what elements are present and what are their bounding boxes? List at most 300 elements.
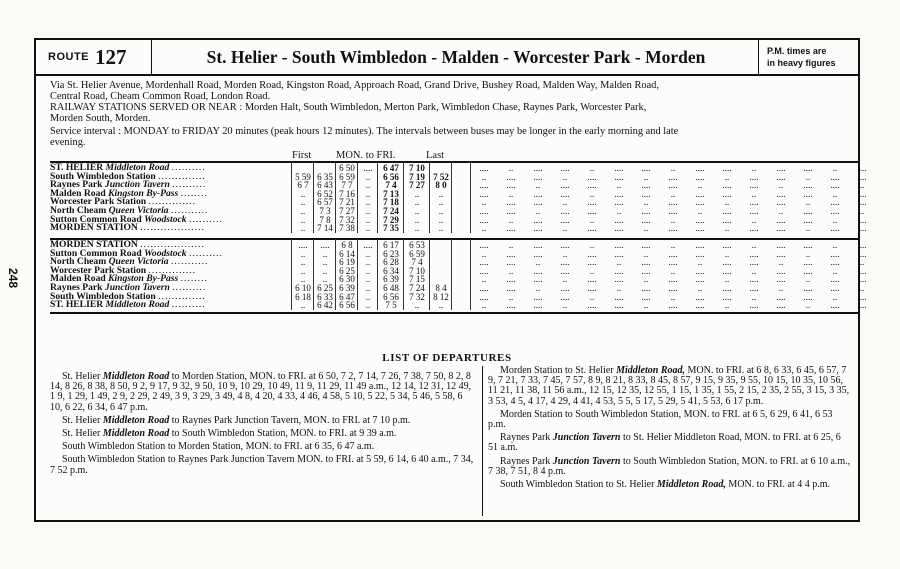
time-cell: 7 18	[383, 197, 399, 208]
route-number: 127	[95, 44, 127, 69]
time-cell: ....	[363, 163, 373, 173]
service-line	[50, 126, 850, 137]
filler-cell: ....	[749, 274, 759, 285]
time-cell: 6 23	[383, 248, 399, 259]
stop-name-main: Malden Road	[50, 273, 109, 285]
column-rule	[313, 239, 314, 310]
filler-cell: ....	[830, 274, 840, 285]
time-cell: ..	[365, 257, 371, 268]
filler-cell: ....	[560, 240, 570, 250]
filler-cell: ....	[560, 206, 570, 216]
time-cell: 6 56	[383, 171, 399, 182]
departure-origin: Raynes Park	[500, 432, 553, 444]
filler-cell: ....	[533, 171, 543, 182]
filler-cell: ....	[533, 188, 543, 199]
filler-cell: ..	[697, 257, 703, 268]
leader-dots: ..........	[171, 162, 206, 173]
stop-name-main: Raynes Park	[50, 282, 105, 293]
time-cell: 6 48	[383, 283, 399, 293]
time-cell: 7 3	[319, 206, 331, 216]
filler-cell: ....	[587, 300, 597, 311]
filler-cell: ..	[670, 163, 676, 173]
time-cell: ..	[300, 223, 306, 234]
filler-cell: ..	[832, 214, 838, 225]
time-cell: 7 15	[409, 274, 425, 285]
column-rule	[313, 162, 314, 233]
filler-cell: ....	[506, 257, 516, 268]
filler-cell: ..	[589, 291, 595, 302]
filler-cell: ....	[587, 274, 597, 285]
time-cell: 6 10	[295, 283, 311, 293]
departure-entry	[488, 366, 852, 407]
filler-cell: ....	[641, 257, 651, 268]
filler-cell: ....	[695, 274, 705, 285]
time-cell: 6 56	[339, 300, 355, 311]
service-label: Service interval :	[50, 126, 121, 137]
time-cell: 7 10	[409, 265, 425, 276]
time-cell: ..	[414, 188, 420, 199]
stop-name-detail: Junction Tavern	[104, 282, 173, 293]
time-cell: ..	[365, 214, 371, 225]
filler-cell: ..	[508, 291, 514, 302]
time-cell: 7 24	[383, 206, 399, 216]
stop-name-main: South Wimbledon Station	[50, 290, 159, 302]
time-cell: ..	[438, 223, 444, 234]
time-cell: ..	[365, 283, 371, 293]
stop-name-detail: Junction Tavern	[104, 179, 173, 191]
time-cell: ..	[414, 223, 420, 234]
filler-cell: ....	[722, 257, 732, 268]
stop-name-main: Sutton Common Road	[50, 213, 145, 225]
filler-cell: ....	[857, 163, 867, 173]
time-cell: 7 5	[385, 300, 397, 311]
filler-cell: ..	[805, 197, 811, 208]
column-rule	[470, 239, 471, 310]
filler-cell: ....	[668, 197, 678, 208]
filler-cell: ....	[641, 265, 651, 276]
stop-name-main: ST. HELIER	[50, 299, 106, 311]
time-cell: 7 4	[411, 257, 423, 268]
filler-cell: ....	[830, 180, 840, 191]
time-cell: ..	[365, 265, 371, 276]
filler-cell: ..	[562, 223, 568, 234]
filler-cell: ....	[668, 171, 678, 182]
service-text-2: evening.	[50, 137, 86, 148]
leader-dots: ..........	[188, 247, 223, 259]
column-rule	[403, 239, 404, 310]
departures-divider	[482, 366, 483, 516]
filler-cell: ....	[857, 274, 867, 285]
time-cell: ..	[414, 214, 420, 225]
filler-cell: ....	[614, 171, 624, 182]
time-cell: ..	[365, 188, 371, 199]
time-cell: ..	[438, 300, 444, 311]
filler-cell: ....	[479, 163, 489, 173]
time-cell: ..	[365, 197, 371, 208]
filler-cell: ..	[616, 283, 622, 293]
stop-name-detail: Kingston By-Pass	[108, 187, 181, 199]
time-cell: 6 39	[383, 274, 399, 285]
filler-cell: ..	[616, 257, 622, 268]
column-rule	[377, 162, 378, 233]
column-rule	[357, 162, 358, 233]
stop-name-detail: Woodstock	[144, 213, 189, 225]
time-cell: 6 34	[383, 265, 399, 276]
filler-cell: ....	[830, 206, 840, 216]
time-cell: 6 18	[295, 291, 311, 302]
time-cell: ..	[365, 180, 371, 191]
filler-cell: ....	[776, 214, 786, 225]
filler-cell: ..	[535, 180, 541, 191]
filler-cell: ....	[668, 223, 678, 234]
departure-entry	[50, 429, 474, 439]
departure-origin-detail: Middleton Road	[102, 414, 172, 426]
time-cell: 6 53	[409, 240, 425, 250]
departure-origin: Raynes Park	[500, 455, 553, 467]
column-rule	[357, 239, 358, 310]
filler-cell: ..	[562, 274, 568, 285]
time-cell: 6 39	[339, 283, 355, 293]
filler-cell: ....	[668, 180, 678, 191]
filler-cell: ....	[614, 291, 624, 302]
stop-name-main: South Wimbledon Station	[50, 170, 159, 182]
time-cell: 6 33	[317, 291, 333, 302]
time-cell: 7 38	[339, 223, 355, 234]
departures-left	[50, 372, 474, 479]
time-cell: ....	[363, 240, 373, 250]
stop-name-main: ST. HELIER	[50, 162, 106, 173]
filler-cell: ....	[695, 265, 705, 276]
filler-cell: ....	[533, 248, 543, 259]
filler-cell: ....	[587, 171, 597, 182]
filler-cell: ....	[749, 206, 759, 216]
filler-cell: ..	[751, 214, 757, 225]
filler-cell: ....	[560, 188, 570, 199]
time-cell: 7 35	[383, 223, 399, 234]
time-cell: ..	[365, 206, 371, 216]
time-cell: 7 52	[433, 171, 449, 182]
col-last: Last	[426, 150, 445, 161]
time-cell: 7 4	[385, 180, 397, 191]
filler-cell: ....	[614, 265, 624, 276]
time-cell: 7 8	[319, 214, 331, 225]
filler-cell: ....	[857, 265, 867, 276]
filler-cell: ....	[857, 291, 867, 302]
filler-cell: ....	[830, 171, 840, 182]
stop-name-main: Sutton Common Road	[50, 247, 145, 259]
filler-cell: ....	[722, 265, 732, 276]
departure-origin-detail: Junction Tavern	[552, 432, 623, 444]
column-rule	[335, 162, 336, 233]
filler-cell: ....	[533, 291, 543, 302]
stop-name-main: Worcester Park Station	[50, 264, 149, 276]
filler-cell: ....	[668, 274, 678, 285]
filler-cell: ....	[641, 214, 651, 225]
time-cell: ....	[298, 240, 308, 250]
time-cell: 7 29	[383, 214, 399, 225]
filler-cell: ..	[859, 257, 865, 268]
filler-cell: ....	[506, 197, 516, 208]
time-cell: ..	[414, 300, 420, 311]
time-cell: 7 19	[409, 171, 425, 182]
filler-cell: ....	[587, 283, 597, 293]
departure-times: to Morden Station, MON. to FRI. at 6 35, 6 47 a.m.	[167, 441, 375, 453]
stop-name-detail: Woodstock	[144, 247, 189, 259]
filler-cell: ..	[751, 291, 757, 302]
filler-cell: ....	[749, 223, 759, 234]
filler-cell: ....	[560, 283, 570, 293]
leader-dots: ..........	[171, 299, 206, 311]
filler-cell: ....	[614, 300, 624, 311]
filler-cell: ....	[533, 223, 543, 234]
filler-cell: ....	[803, 265, 813, 276]
departure-entry	[50, 372, 474, 413]
departures-title: LIST OF DEPARTURES	[382, 352, 512, 364]
filler-cell: ....	[533, 300, 543, 311]
filler-cell: ....	[614, 188, 624, 199]
route-box	[40, 40, 152, 74]
filler-cell: ....	[803, 206, 813, 216]
filler-cell: ....	[695, 240, 705, 250]
route-label: ROUTE	[48, 51, 89, 63]
filler-cell: ....	[803, 283, 813, 293]
filler-cell: ..	[832, 240, 838, 250]
filler-cell: ....	[668, 300, 678, 311]
filler-cell: ....	[560, 180, 570, 191]
time-cell: 6 25	[339, 265, 355, 276]
filler-cell: ....	[479, 188, 489, 199]
filler-cell: ....	[803, 240, 813, 250]
filler-cell: ....	[776, 223, 786, 234]
time-cell: 8 0	[435, 180, 447, 191]
filler-cell: ..	[805, 171, 811, 182]
time-cell: 6 47	[339, 291, 355, 302]
filler-cell: ..	[643, 223, 649, 234]
time-cell: ..	[300, 206, 306, 216]
time-cell: ..	[300, 257, 306, 268]
filler-cell: ....	[641, 206, 651, 216]
time-cell: 8 4	[435, 283, 447, 293]
departure-times: to South Wimbledon Station, MON. to FRI. at 9 39 a.m.	[171, 428, 397, 440]
departure-origin: South Wimbledon Station to St. Helier	[500, 479, 657, 491]
time-cell: ..	[438, 206, 444, 216]
filler-cell: ....	[641, 291, 651, 302]
filler-cell: ....	[479, 240, 489, 250]
leader-dots: ..............	[148, 196, 197, 208]
departure-origin: Morden Station to St. Helier	[500, 365, 617, 376]
filler-cell: ....	[506, 171, 516, 182]
filler-cell: ....	[506, 206, 516, 216]
stations-list-2: Morden South, Morden.	[50, 113, 151, 124]
stop-name-main: Worcester Park Station	[50, 196, 149, 208]
filler-cell: ....	[641, 283, 651, 293]
filler-cell: ....	[857, 223, 867, 234]
filler-cell: ..	[697, 283, 703, 293]
filler-cell: ....	[668, 283, 678, 293]
time-cell: 7 27	[339, 206, 355, 216]
filler-cell: ....	[776, 163, 786, 173]
filler-cell: ....	[803, 163, 813, 173]
filler-cell: ....	[641, 188, 651, 199]
filler-cell: ....	[722, 206, 732, 216]
table-row	[50, 299, 867, 311]
filler-cell: ....	[560, 214, 570, 225]
departure-origin-detail: Middleton Road,	[616, 365, 688, 376]
filler-cell: ....	[749, 180, 759, 191]
filler-cell: ..	[670, 240, 676, 250]
column-rule	[291, 162, 292, 233]
filler-cell: ..	[643, 300, 649, 311]
filler-cell: ....	[533, 214, 543, 225]
time-cell: 6 28	[383, 257, 399, 268]
filler-cell: ....	[803, 291, 813, 302]
leader-dots: ...................	[140, 222, 205, 234]
stop-name-detail: Kingston By-Pass	[108, 273, 181, 285]
filler-cell: ....	[506, 180, 516, 191]
filler-cell: ....	[857, 188, 867, 199]
filler-cell: ....	[533, 163, 543, 173]
time-cell: 7 32	[409, 291, 425, 302]
departures-right	[488, 366, 852, 493]
filler-cell: ....	[479, 180, 489, 191]
time-cell: 7 10	[409, 163, 425, 173]
filler-cell: ....	[830, 223, 840, 234]
filler-cell: ....	[668, 248, 678, 259]
filler-cell: ..	[643, 197, 649, 208]
stop-name	[50, 299, 286, 310]
filler-cell: ....	[857, 171, 867, 182]
filler-cell: ..	[481, 300, 487, 311]
route-title: St. Helier - South Wimbledon - Malden - Worcester Park - Morden	[206, 47, 706, 67]
stop-name-detail: Queen Victoria	[108, 205, 171, 216]
time-cell: ..	[365, 291, 371, 302]
filler-cell: ....	[695, 291, 705, 302]
pm-note	[758, 40, 858, 74]
stop-name-main: MORDEN STATION	[50, 239, 141, 250]
time-cell: ..	[300, 300, 306, 311]
filler-cell: ..	[562, 300, 568, 311]
filler-cell: ..	[697, 206, 703, 216]
via-text: Via St. Helier Avenue, Mordenhall Road, Morden Road, Kingston Road, Approach Road, Grand Drive, Bushey Road, Malden Way, Malden Road,	[50, 80, 659, 91]
filler-cell: ....	[722, 291, 732, 302]
stop-name-detail: Middleton Road	[105, 299, 172, 311]
filler-cell: ....	[803, 180, 813, 191]
filler-cell: ....	[830, 197, 840, 208]
filler-cell: ..	[670, 214, 676, 225]
filler-cell: ....	[776, 188, 786, 199]
column-rule	[429, 239, 430, 310]
departure-origin: St. Helier	[62, 414, 103, 426]
filler-cell: ....	[614, 240, 624, 250]
filler-cell: ..	[859, 180, 865, 191]
time-cell: 6 52	[317, 188, 333, 199]
filler-cell: ..	[481, 274, 487, 285]
filler-cell: ..	[724, 274, 730, 285]
filler-cell: ..	[589, 240, 595, 250]
filler-cell: ....	[506, 300, 516, 311]
filler-cell: ....	[695, 163, 705, 173]
filler-cell: ..	[724, 248, 730, 259]
filler-cell: ....	[776, 197, 786, 208]
time-cell: 6 19	[339, 257, 355, 268]
leader-dots: ..........	[188, 213, 223, 225]
filler-cell: ....	[776, 300, 786, 311]
departure-times: to St. Helier Middleton Road, MON. to FRI. at 6 25, 6 51 a.m.	[488, 432, 841, 454]
time-cell: ..	[322, 257, 328, 268]
departure-origin: South Wimbledon Station	[62, 454, 168, 466]
stop-name	[50, 222, 286, 233]
filler-cell: ....	[857, 214, 867, 225]
time-cell: 8 12	[433, 291, 449, 302]
filler-cell: ....	[587, 180, 597, 191]
filler-cell: ....	[722, 188, 732, 199]
stop-name-main: Raynes Park	[50, 179, 105, 191]
filler-cell: ....	[776, 291, 786, 302]
time-cell: 6 14	[339, 248, 355, 259]
departure-origin-detail: Middleton Road	[102, 428, 172, 440]
time-cell: ..	[300, 265, 306, 276]
filler-cell: ....	[803, 188, 813, 199]
time-cell: 6 59	[409, 248, 425, 259]
col-first: First	[292, 150, 312, 161]
stop-name-detail: Middleton Road	[105, 162, 172, 173]
time-cell: 6 50	[339, 163, 355, 173]
filler-cell: ..	[805, 248, 811, 259]
filler-cell: ....	[479, 257, 489, 268]
time-cell: ..	[365, 223, 371, 234]
filler-cell: ....	[749, 300, 759, 311]
filler-cell: ..	[751, 265, 757, 276]
time-cell: ....	[320, 240, 330, 250]
filler-cell: ....	[722, 180, 732, 191]
time-cell: ..	[438, 214, 444, 225]
filler-cell: ....	[830, 300, 840, 311]
filler-cell: ....	[749, 257, 759, 268]
filler-cell: ....	[830, 257, 840, 268]
filler-cell: ....	[587, 257, 597, 268]
departure-origin-detail: Middleton Road	[102, 371, 172, 382]
filler-cell: ..	[508, 265, 514, 276]
filler-cell: ....	[533, 240, 543, 250]
filler-cell: ....	[668, 206, 678, 216]
time-cell: ..	[300, 214, 306, 225]
filler-cell: ..	[643, 248, 649, 259]
departure-entry	[488, 457, 852, 477]
col-days: MON. to FRI.	[336, 150, 396, 161]
filler-cell: ....	[776, 248, 786, 259]
time-cell: 6 57	[317, 197, 333, 208]
leader-dots: ..............	[158, 290, 206, 302]
filler-cell: ..	[562, 248, 568, 259]
column-rule	[470, 162, 471, 233]
filler-cell: ....	[587, 223, 597, 234]
filler-cell: ..	[751, 188, 757, 199]
time-cell: ..	[300, 188, 306, 199]
filler-cell: ....	[560, 291, 570, 302]
column-rule	[403, 162, 404, 233]
filler-cell: ..	[832, 291, 838, 302]
filler-cell: ..	[670, 291, 676, 302]
filler-cell: ....	[614, 214, 624, 225]
time-cell: 7 14	[317, 223, 333, 234]
leader-dots: ........	[180, 273, 208, 285]
departure-entry	[488, 433, 852, 453]
filler-cell: ....	[587, 248, 597, 259]
filler-cell: ..	[805, 223, 811, 234]
filler-cell: ....	[506, 274, 516, 285]
column-rule	[451, 162, 452, 233]
filler-cell: ....	[749, 248, 759, 259]
